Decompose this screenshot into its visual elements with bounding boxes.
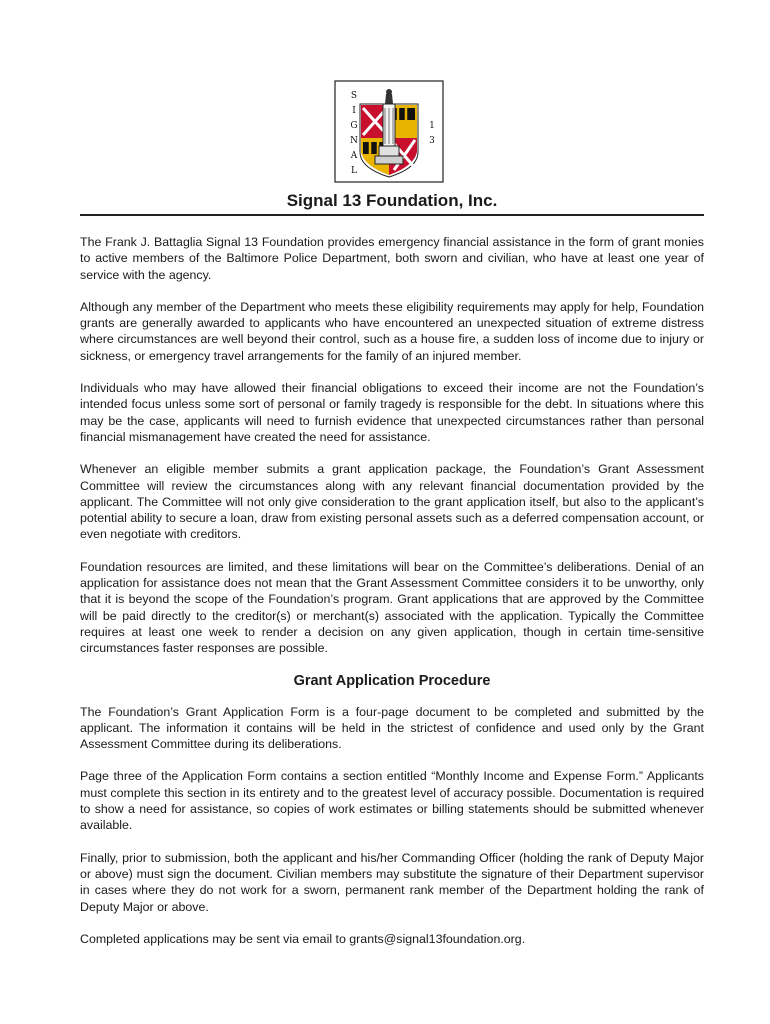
signal-13-logo (334, 80, 444, 183)
title-divider (80, 214, 704, 216)
procedure-paragraph: Finally, prior to submission, both the applicant and his/her Commanding Officer (holding the rank of Deputy Major or above) must sign the document. Civilian members may substitute the signature of their Department supervisor in cases where they do not work for a sworn, permanent rank member of the Department holding the rank of Deputy Major or above. (80, 850, 704, 914)
procedure-paragraph: Page three of the Application Form contains a section entitled “Monthly Income and Expense Form.” Applicants must complete this section in its entirety and to the greatest level of accuracy possible. Documentation is required to show a need for assistance, so copies of work estimates or billing statements should be submitted whenever available. (80, 769, 704, 833)
procedure-paragraph: The Foundation’s Grant Application Form is a four-page document to be completed and submitted by the applicant. The information it contains will be held in the strictest of confidence and used only by the Grant Assessment Committee during its deliberations. (80, 704, 704, 752)
intro-paragraph: Whenever an eligible member submits a grant application package, the Foundation’s Grant Assessment Committee will review the circumstances along with any relevant financial documentation provided by the applicant. The Committee will not only give consideration to the grant application itself, but also to the applicant’s potential ability to secure a loan, draw from existing personal assets such as a deferred compensation account, or even negotiate with creditors. (80, 462, 704, 542)
contact-email-paragraph: Completed applications may be sent via email to grants@signal13foundation.org. (80, 931, 526, 946)
procedure-heading: Grant Application Procedure (293, 672, 491, 689)
logo-letter: I (352, 106, 356, 116)
logo-letter: L (351, 166, 357, 176)
logo-letter: 1 (429, 121, 435, 131)
shield-emblem-icon (334, 80, 444, 183)
page-title: Signal 13 Foundation, Inc. (286, 191, 498, 210)
document-body (80, 234, 704, 963)
intro-paragraph: Although any member of the Department who meets these eligibility requirements may apply for help, Foundation grants are generally awarded to applicants who have encountered an unexpected situation of extreme distress where circumstances are well beyond their control, such as a house fire, a sudden loss of income due to injury or sickness, or emergency travel arrangements for the family of an injured member. (80, 299, 704, 363)
intro-paragraph: Individuals who may have allowed their financial obligations to exceed their income are not the Foundation’s intended focus unless some sort of personal or family tragedy is responsible for the debt. In situations where this may be the case, applicants will need to furnish evidence that unexpected circumstances rather than personal financial mismanagement have created the need for assistance. (80, 381, 704, 444)
logo-letter: G (350, 121, 358, 131)
logo-letter: 3 (429, 136, 435, 146)
logo-letter: S (350, 91, 358, 101)
logo-letter: N (350, 136, 358, 146)
logo-letter: A (350, 151, 358, 161)
intro-paragraph: Foundation resources are limited, and these limitations will bear on the Committee’s deliberations. Denial of an application for assistance does not mean that the Grant Assessment Committee considers it to be unworthy, only that it is beyond the scope of the Foundation’s program. Grant applications that are approved by the Committee will be paid directly to the creditor(s) or merchant(s) associated with the application. Typically the Committee requires at least one week to render a decision on any given application, though in certain time-sensitive circumstances faster responses are possible. (80, 559, 704, 656)
intro-paragraph: The Frank J. Battaglia Signal 13 Foundation provides emergency financial assistance in the form of grant monies to active members of the Baltimore Police Department, both sworn and civilian, who have at least one year of service with the agency. (80, 235, 704, 282)
